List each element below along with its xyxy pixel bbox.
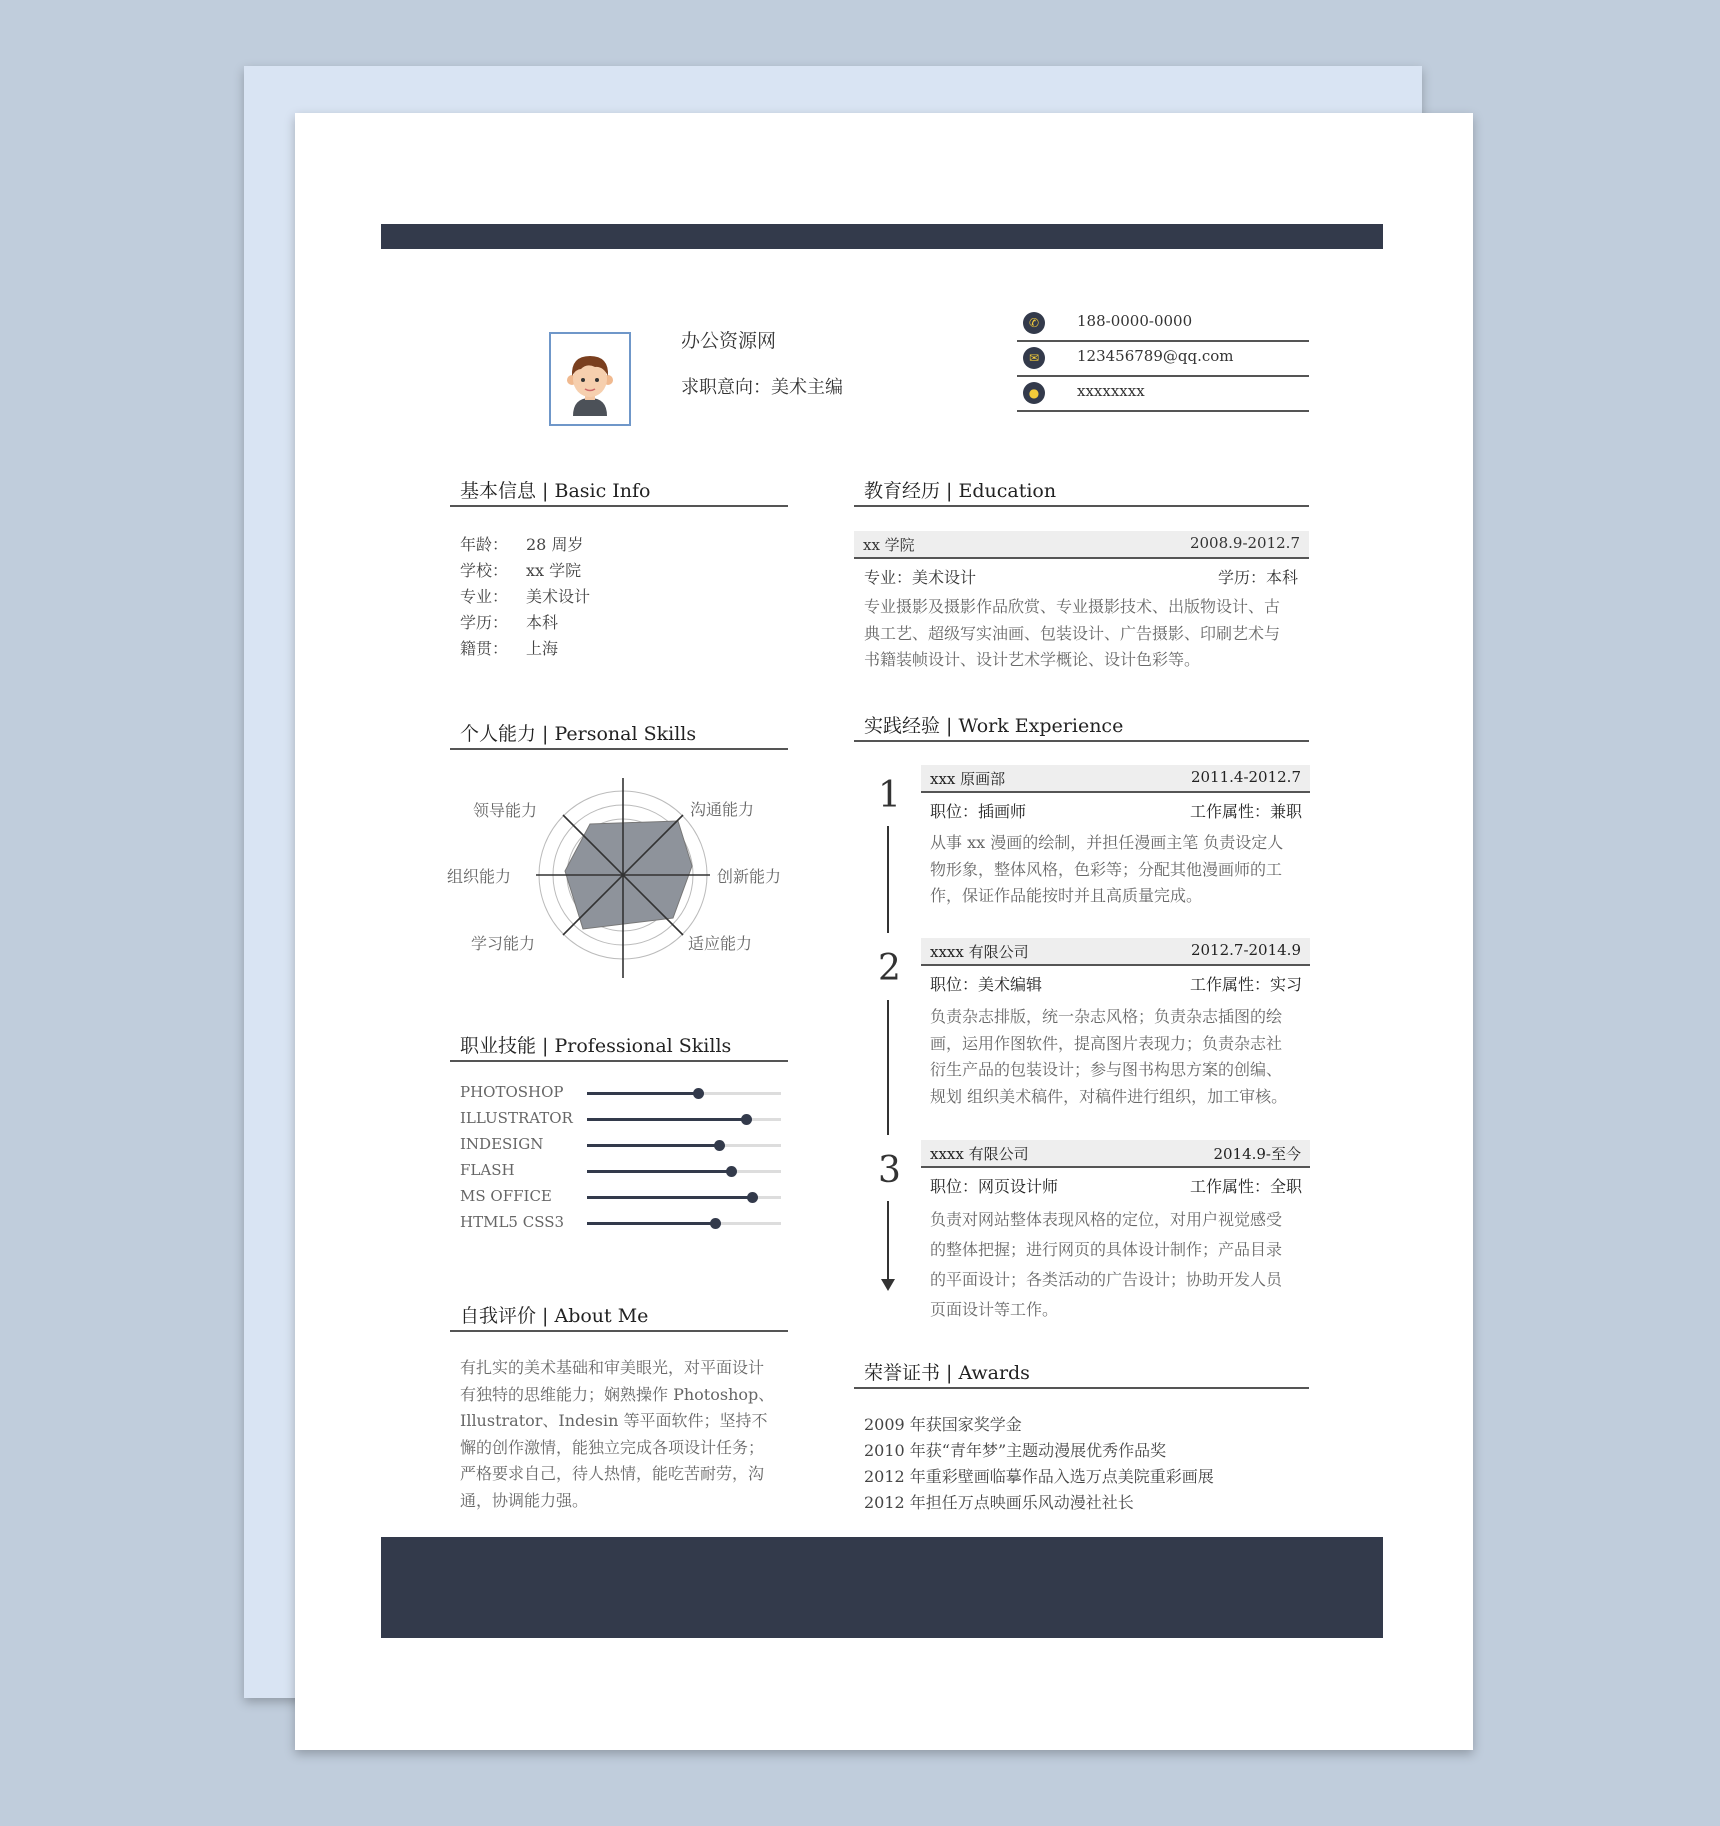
award-item: 2009 年获国家奖学金 [864,1415,1022,1434]
basic-key: 学历： [460,613,509,632]
radar-label-communicate: 沟通能力 [690,800,755,819]
professional-skills-title: 职业技能 | Professional Skills [460,1035,732,1057]
education-school: xx 学院 [863,536,915,554]
education-line: 书籍装帧设计、设计艺术学概论、设计色彩等。 [864,650,1201,669]
skill-level-handle [726,1166,737,1177]
email-text: 123456789@qq.com [1077,347,1234,365]
job-company: xxx 原画部 [930,770,1006,788]
basic-value: 28 周岁 [526,535,584,554]
radar-label-innovate: 创新能力 [717,867,782,886]
phone-icon: ✆ [1023,312,1045,334]
basic-key: 年龄： [460,535,509,554]
basic-value: 美术设计 [526,587,591,606]
job-line: 的平面设计；各类活动的广告设计；协助开发人员 [930,1270,1283,1289]
job-period: 2011.4-2012.7 [1190,768,1301,786]
skill-bar-fill [587,1170,731,1173]
about-line: 有扎实的美术基础和审美眼光，对平面设计 [460,1358,765,1377]
skill-level-handle [714,1140,725,1151]
skill-level-handle [747,1192,758,1203]
skill-bar [587,1196,781,1199]
skill-bar [587,1170,781,1173]
work-experience-heading [854,706,1309,742]
job-number: 1 [878,775,901,816]
skill-bar-fill [587,1092,698,1095]
work-experience-title: 实践经验 | Work Experience [864,715,1124,737]
job-meta-row [930,799,1302,822]
award-item: 2012 年担任万点映画乐风动漫社社长 [864,1493,1134,1512]
skill-bar [587,1092,781,1095]
job-number: 3 [878,1150,901,1191]
about-line: 通，协调能力强。 [460,1490,589,1510]
education-title: 教育经历 | Education [864,480,1057,502]
job-period: 2012.7-2014.9 [1190,941,1301,959]
basic-key: 专业： [460,587,509,606]
resume-page [295,113,1473,1750]
about-line: 有独特的思维能力；娴熟操作 Photoshop、 [460,1384,775,1404]
job-description [930,830,1310,910]
professional-skills-heading [450,1026,788,1062]
job-type: 工作属性：全职 [1189,1177,1302,1196]
job-header-row [921,938,1310,966]
qq-text: xxxxxxxx [1077,382,1145,400]
job-position: 职位：美术编辑 [930,975,1043,994]
basic-info-heading [450,471,788,507]
job-line: 的整体把握；进行网页的具体设计制作；产品目录 [930,1240,1283,1259]
skill-bar-fill [587,1144,719,1147]
about-line: Illustrator、Indesin 等平面软件；坚持不 [460,1411,768,1430]
skill-level-handle [693,1088,704,1099]
job-intent: 求职意向：美术主编 [681,377,843,398]
education-line: 典工艺、超级写实油画、包装设计、广告摄影、印刷艺术与 [864,623,1281,643]
personal-skills-heading [450,714,788,750]
job-line: 画，运用作图软件，提高图片表现力；负责杂志社 [930,1033,1283,1053]
job-line: 规划 组织美术稿件，对稿件进行组织，加工审核。 [930,1086,1288,1106]
personal-skills-title: 个人能力 | Personal Skills [460,723,697,745]
candidate-name: 办公资源网 [681,330,777,352]
skill-bar [587,1222,781,1225]
skill-level-handle [710,1218,721,1229]
education-major: 专业：美术设计 [864,568,977,587]
job-description [930,1205,1310,1325]
skill-label: MS OFFICE [460,1187,552,1205]
job-line: 物形象，整体风格，色彩等；分配其他漫画师的工 [930,859,1283,879]
skills-radar-chart [445,778,785,978]
skill-bar [587,1144,781,1147]
skill-label: HTML5 CSS3 [460,1213,565,1231]
job-number: 2 [878,948,901,989]
education-heading [854,471,1309,507]
basic-value: xx 学院 [526,561,582,580]
skill-bar-fill [587,1222,715,1225]
avatar [549,332,631,426]
job-description [930,1004,1310,1110]
job-position: 职位：网页设计师 [930,1177,1059,1196]
skill-label: ILLUSTRATOR [460,1109,573,1127]
basic-row-school [460,558,581,581]
award-item: 2012 年重彩壁画临摹作品入选万点美院重彩画展 [864,1467,1214,1486]
job-type: 工作属性：兼职 [1189,802,1302,821]
top-banner [381,224,1383,249]
skill-bar [587,1118,781,1121]
basic-info-title: 基本信息 | Basic Info [460,480,651,502]
job-line: 负责对网站整体表现风格的定位，对用户视觉感受 [930,1210,1283,1229]
basic-value: 本科 [526,613,559,632]
contact-qq [1017,376,1309,412]
job-company: xxxx 有限公司 [930,1145,1029,1163]
basic-value: 上海 [526,639,559,658]
phone-text: 188-0000-0000 [1077,312,1193,330]
about-me-text [460,1355,800,1514]
skill-label: PHOTOSHOP [460,1083,564,1101]
bottom-banner [381,1537,1383,1638]
about-me-heading [450,1296,788,1332]
job-company: xxxx 有限公司 [930,943,1029,961]
job-header-row [921,765,1310,793]
skill-level-handle [741,1114,752,1125]
basic-row-degree [460,610,558,633]
radar-label-lead: 领导能力 [473,801,538,820]
about-me-title: 自我评价 | About Me [460,1305,649,1327]
basic-row-hometown [460,636,558,659]
timeline-arrow-icon [881,1279,895,1291]
basic-key: 籍贯： [460,639,509,658]
job-period: 2014.9-至今 [1213,1145,1301,1163]
skill-bar-fill [587,1196,752,1199]
awards-heading [854,1353,1309,1389]
awards-title: 荣誉证书 | Awards [864,1362,1030,1384]
radar-label-adapt: 适应能力 [688,934,753,953]
education-degree: 学历：本科 [1218,568,1299,587]
avatar-illustration [551,334,629,424]
job-header-row [921,1140,1310,1168]
radar-label-organize: 组织能力 [447,867,512,886]
job-line: 页面设计等工作。 [930,1300,1059,1319]
education-header-row [854,531,1309,559]
job-type: 工作属性：实习 [1189,975,1302,994]
job-line: 衍生产品的包装设计；参与图书构思方案的创编、 [930,1060,1283,1079]
basic-row-age [460,532,583,555]
contact-email [1017,341,1309,377]
timeline-line [887,1000,889,1135]
job-meta-row [930,1174,1302,1197]
education-line: 专业摄影及摄影作品欣赏、专业摄影技术、出版物设计、古 [864,597,1281,616]
mail-icon: ✉ [1023,347,1045,369]
skill-label: INDESIGN [460,1135,544,1153]
skill-label: FLASH [460,1161,515,1179]
job-line: 作，保证作品能按时并且高质量完成。 [930,886,1203,905]
job-meta-row [930,972,1302,995]
timeline-line [887,1201,889,1286]
contact-phone [1017,306,1309,342]
timeline-line [887,826,889,933]
award-item: 2010 年获“青年梦”主题动漫展优秀作品奖 [864,1441,1167,1460]
job-line: 负责杂志排版，统一杂志风格；负责杂志插图的绘 [930,1007,1283,1026]
about-line: 懈的创作激情，能独立完成各项设计任务； [460,1437,765,1457]
basic-row-major [460,584,590,607]
education-courses [864,594,1314,674]
job-line: 从事 xx 漫画的绘制，并担任漫画主笔 负责设定人 [930,833,1284,852]
basic-key: 学校： [460,561,509,580]
radar-label-learn: 学习能力 [471,934,536,953]
about-line: 严格要求自己，待人热情，能吃苦耐劳，沟 [460,1464,765,1483]
education-period: 2008.9-2012.7 [1189,534,1300,552]
job-position: 职位：插画师 [930,802,1027,821]
qq-icon: ● [1023,382,1045,404]
skill-bar-fill [587,1118,746,1121]
